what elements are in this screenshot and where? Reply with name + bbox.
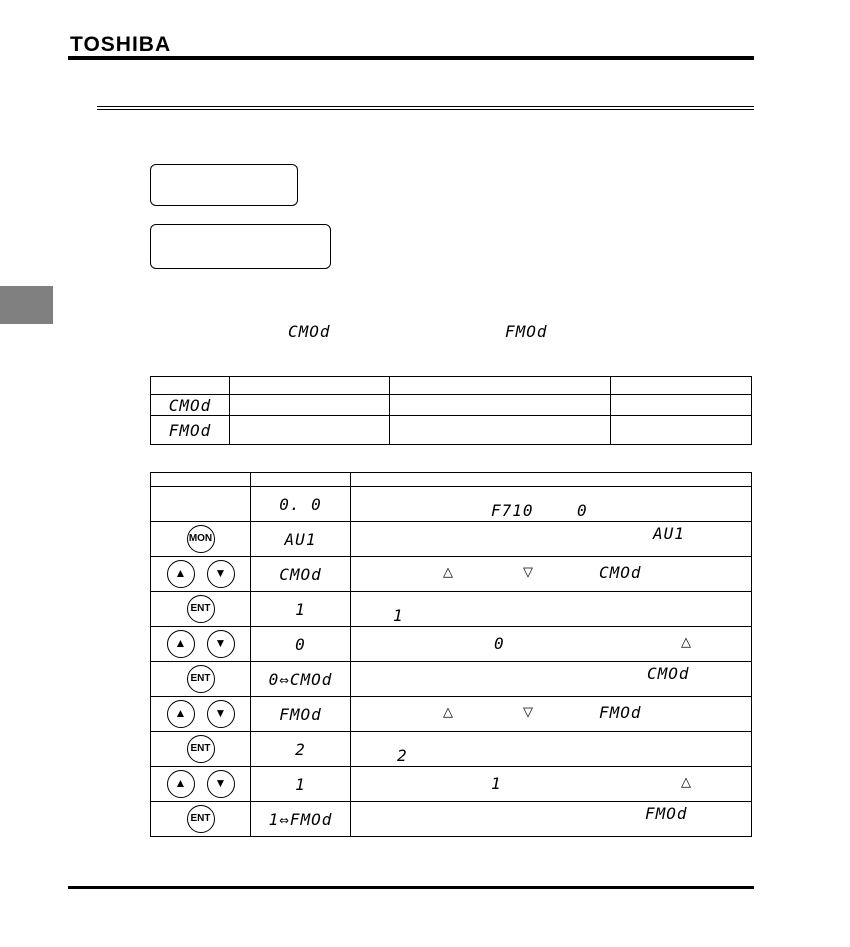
led-display-value: 0⇔CMOd xyxy=(251,662,351,697)
led-display-value: 1⇔FMOd xyxy=(251,802,351,837)
operation-cell xyxy=(351,767,752,802)
table-row xyxy=(151,802,752,837)
display-code: 0 xyxy=(494,634,505,653)
key-cell xyxy=(151,557,251,592)
key-cell xyxy=(151,662,251,697)
up-triangle-icon: △ xyxy=(443,564,453,579)
down-arrow-button[interactable]: ▼ xyxy=(207,560,235,588)
operation-cell xyxy=(351,697,752,732)
table-row xyxy=(151,487,752,522)
table-row xyxy=(151,522,752,557)
operation-cell xyxy=(351,487,752,522)
table-row xyxy=(151,767,752,802)
param-table-header xyxy=(151,377,752,395)
table-row xyxy=(151,732,752,767)
down-triangle-icon: ▽ xyxy=(523,564,533,579)
led-display-value: CMOd xyxy=(251,557,351,592)
up-arrow-button[interactable]: ▲ xyxy=(167,770,195,798)
operation-cell xyxy=(351,662,752,697)
led-display-value: 1 xyxy=(251,767,351,802)
key-cell xyxy=(151,522,251,557)
operation-cell xyxy=(351,802,752,837)
display-code: 1 xyxy=(393,606,404,625)
key-cell xyxy=(151,627,251,662)
operation-cell xyxy=(351,627,752,662)
key-cell xyxy=(151,487,251,522)
ent-button[interactable]: ENT xyxy=(187,595,215,623)
chapter-tab xyxy=(0,286,53,324)
rounded-box-2 xyxy=(150,224,331,269)
table-row xyxy=(151,416,752,445)
section-rule-bottom xyxy=(97,109,754,110)
table-row xyxy=(151,592,752,627)
table-row xyxy=(151,627,752,662)
table-row xyxy=(151,395,752,416)
led-display-value: 1 xyxy=(251,592,351,627)
table-row xyxy=(151,662,752,697)
up-triangle-icon: △ xyxy=(681,774,691,789)
up-arrow-button[interactable]: ▲ xyxy=(167,560,195,588)
down-arrow-button[interactable]: ▼ xyxy=(207,770,235,798)
display-code: F710 xyxy=(491,501,534,520)
toshiba-logo: TOSHIBA xyxy=(70,33,172,56)
led-display-value: 0 xyxy=(251,627,351,662)
operation-steps-table xyxy=(150,472,752,837)
led-display-value: AU1 xyxy=(251,522,351,557)
down-arrow-button[interactable]: ▼ xyxy=(207,700,235,728)
intro-fmod-code: FMOd xyxy=(505,322,548,341)
footer-rule xyxy=(68,886,754,889)
led-display-value: FMOd xyxy=(251,697,351,732)
display-code: FMOd xyxy=(645,804,688,823)
display-code: 2 xyxy=(397,746,408,765)
ent-button[interactable]: ENT xyxy=(187,735,215,763)
ent-button[interactable]: ENT xyxy=(187,665,215,693)
table-row xyxy=(151,557,752,592)
key-cell xyxy=(151,697,251,732)
display-code: 0 xyxy=(577,501,588,520)
up-arrow-button[interactable]: ▲ xyxy=(167,630,195,658)
up-arrow-button[interactable]: ▲ xyxy=(167,700,195,728)
led-display-value: 0. 0 xyxy=(251,487,351,522)
ent-button[interactable]: ENT xyxy=(187,805,215,833)
rounded-box-1 xyxy=(150,164,298,206)
param-code-cmod: CMOd xyxy=(151,395,230,416)
led-display-value: 2 xyxy=(251,732,351,767)
parameter-table xyxy=(150,376,752,445)
header-rule xyxy=(68,56,754,60)
param-code-fmod: FMOd xyxy=(151,416,230,445)
intro-cmod-code: CMOd xyxy=(288,322,331,341)
down-triangle-icon: ▽ xyxy=(523,704,533,719)
up-triangle-icon: △ xyxy=(681,634,691,649)
up-triangle-icon: △ xyxy=(443,704,453,719)
display-code: CMOd xyxy=(647,664,690,683)
table-row xyxy=(151,697,752,732)
operation-cell xyxy=(351,557,752,592)
display-code: CMOd xyxy=(599,563,642,582)
key-cell xyxy=(151,802,251,837)
key-cell xyxy=(151,732,251,767)
key-cell xyxy=(151,592,251,627)
operation-cell xyxy=(351,522,752,557)
steps-table-header xyxy=(151,473,752,487)
operation-cell xyxy=(351,732,752,767)
down-arrow-button[interactable]: ▼ xyxy=(207,630,235,658)
operation-cell xyxy=(351,592,752,627)
display-code: FMOd xyxy=(599,703,642,722)
mon-button[interactable]: MON xyxy=(187,525,215,553)
display-code: 1 xyxy=(491,774,502,793)
key-cell xyxy=(151,767,251,802)
section-rule-top xyxy=(97,106,754,107)
display-code: AU1 xyxy=(653,524,685,543)
